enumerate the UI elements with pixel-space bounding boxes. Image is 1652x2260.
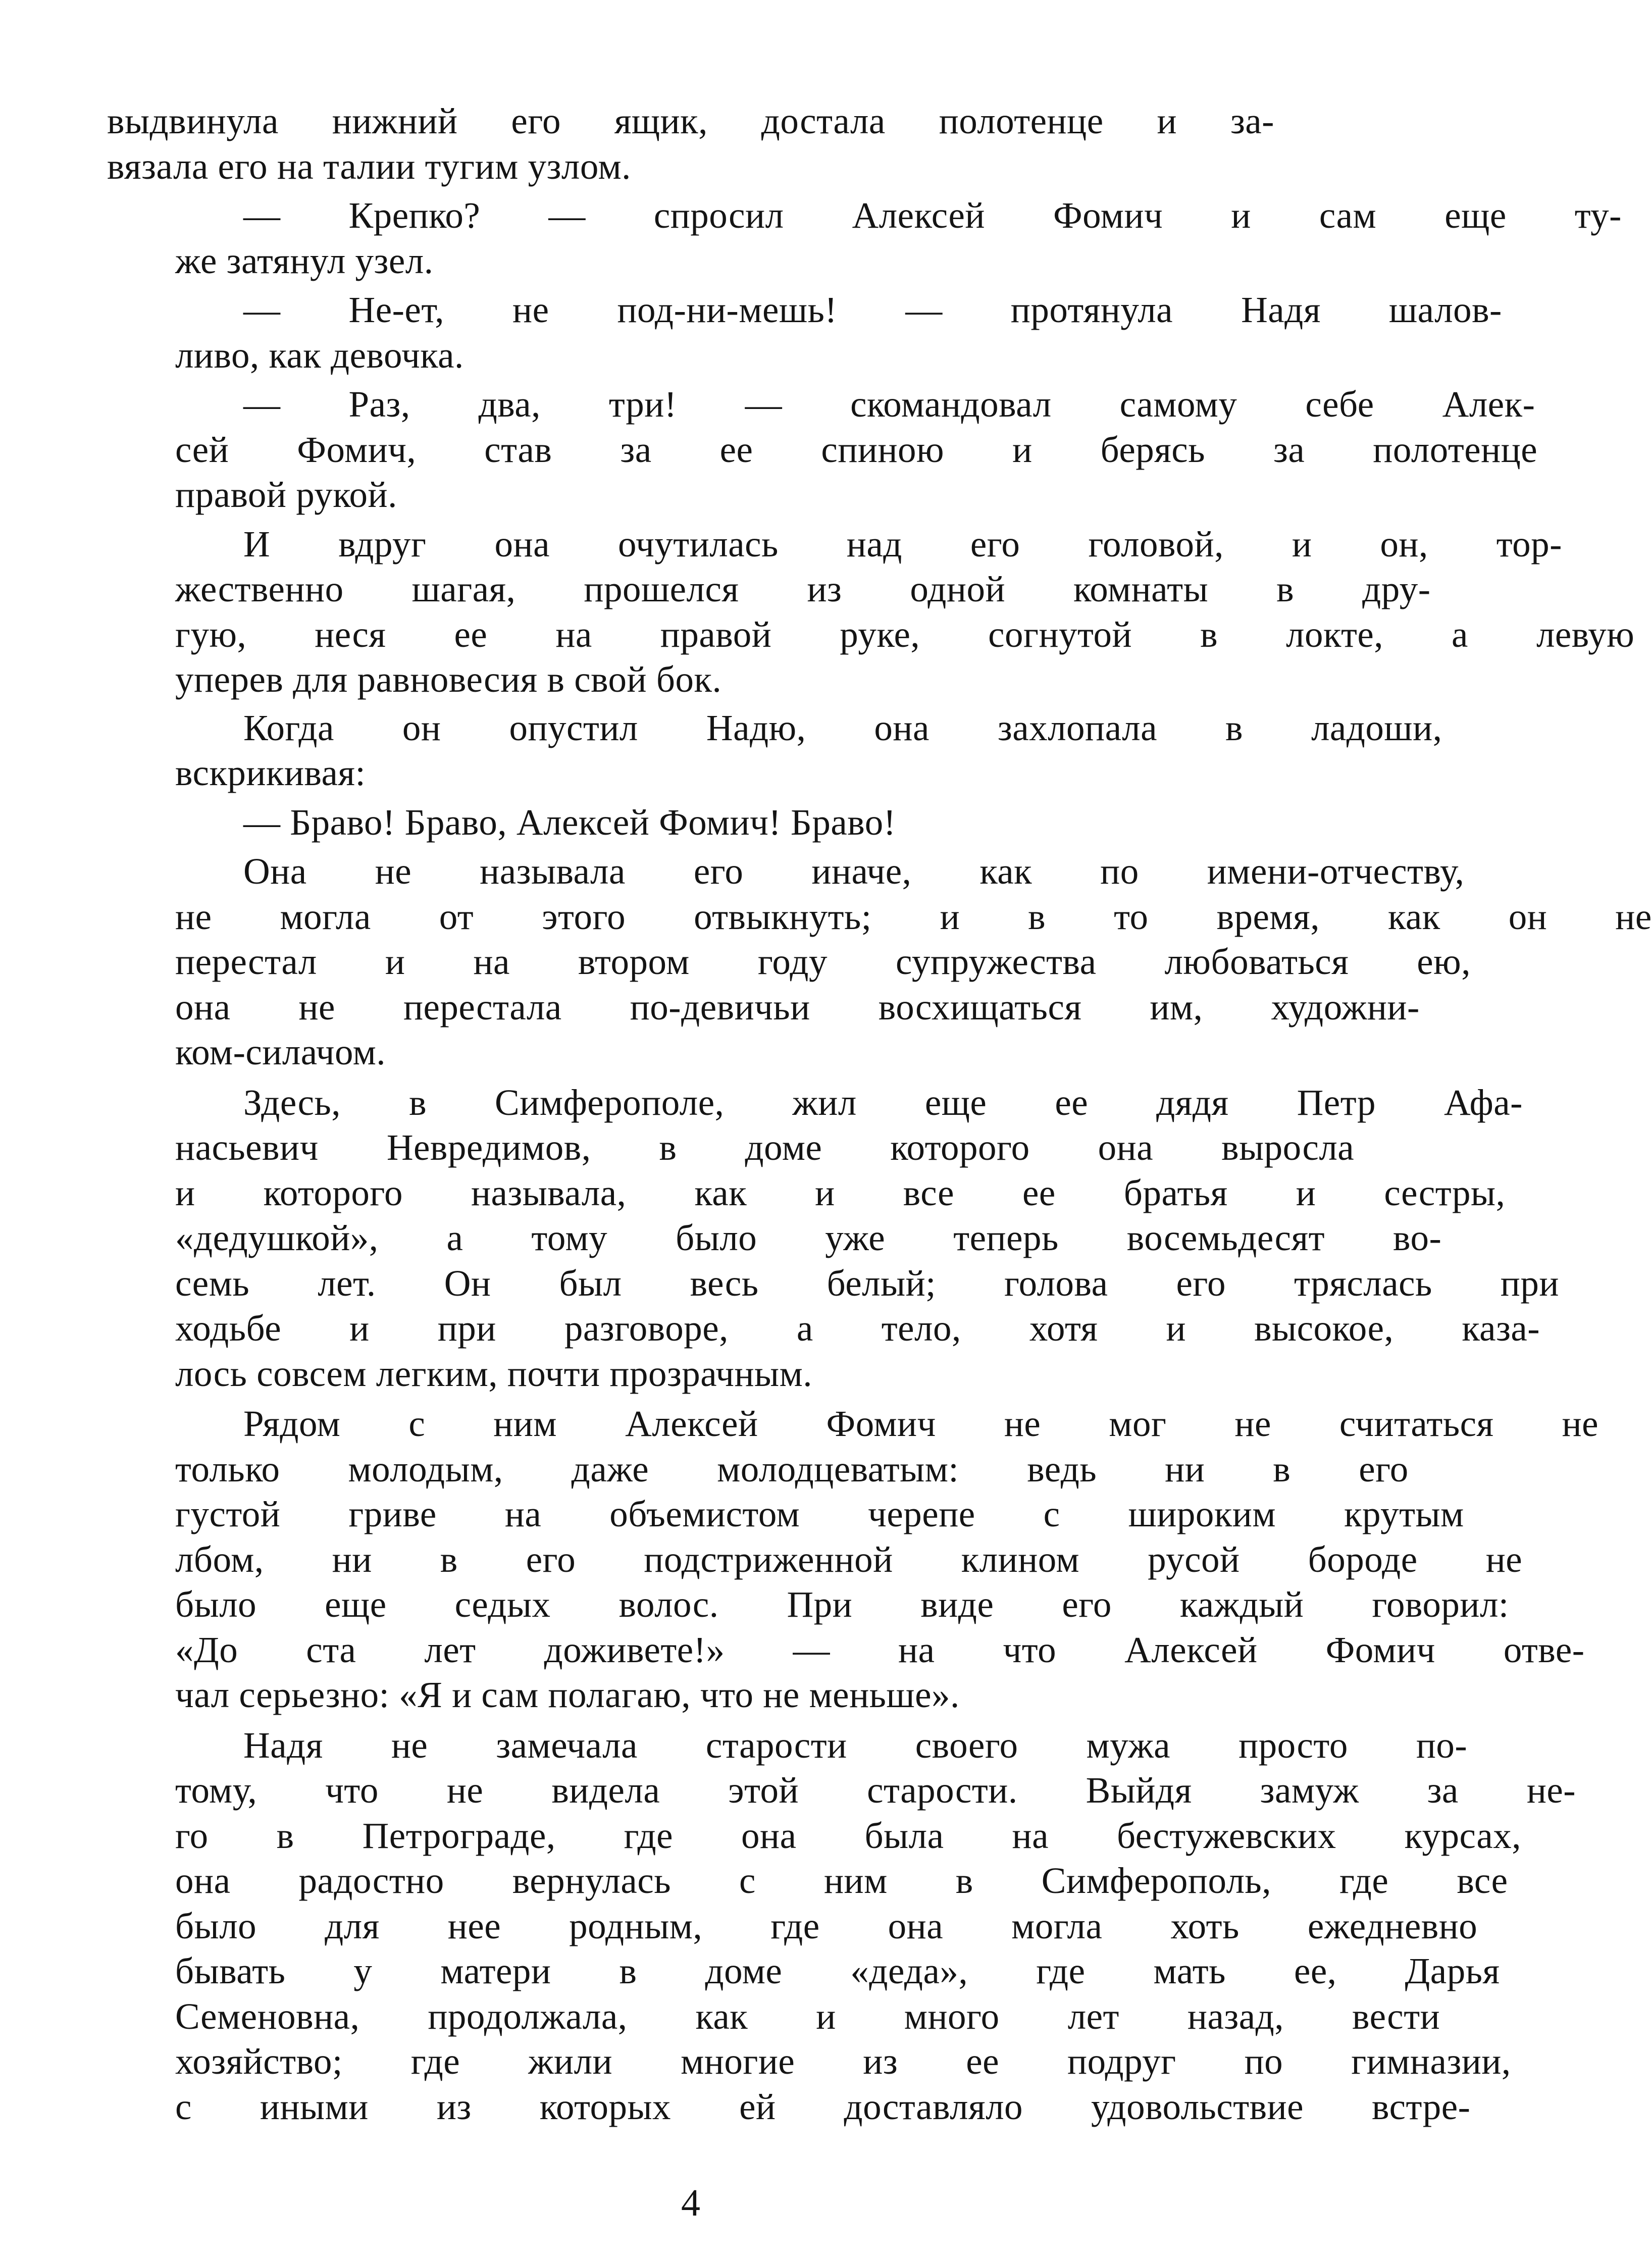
text-line: правой рукой. bbox=[175, 474, 397, 515]
text-line: чал серьезно: «Я и сам полагаю, что не меньше». bbox=[175, 1674, 960, 1715]
paragraph bbox=[107, 1080, 1559, 1397]
text-line: вязала его на талии тугим узлом. bbox=[107, 145, 631, 187]
text-line: — Не-ет, не под-ни-мешь! — протянула Надя шалов- bbox=[243, 289, 1502, 330]
text-line: И вдруг она очутилась над его головой, и он, тор- bbox=[243, 523, 1562, 564]
text-line: ходьбе и при разговоре, а тело, хотя и высокое, каза- bbox=[175, 1308, 1540, 1349]
text-line: Семеновна, продолжала, как и много лет назад, вести bbox=[175, 1995, 1440, 2037]
text-line: она радостно вернулась с ним в Симферополь, где все bbox=[175, 1860, 1508, 1901]
text-line: же затянул узел. bbox=[175, 240, 434, 281]
paragraph bbox=[107, 522, 1635, 702]
text-line: жественно шагая, прошелся из одной комнаты в дру- bbox=[175, 569, 1431, 609]
paragraph bbox=[107, 382, 1538, 518]
text-line: перестал и на втором году супружества любоваться ею, bbox=[175, 941, 1471, 982]
text-line: го в Петрограде, где она была на бестужевских курсах, bbox=[175, 1815, 1521, 1856]
paragraph bbox=[107, 193, 1622, 283]
text-line: ливо, как девочка. bbox=[175, 334, 464, 376]
text-line: бывать у матери в доме «деда», где мать ее, Дарья bbox=[175, 1950, 1500, 1991]
text-line: семь лет. Он был весь белый; голова его тряслась при bbox=[175, 1262, 1559, 1304]
text-line: уперев для равновесия в свой бок. bbox=[175, 659, 722, 700]
text-line: насьевич Невредимов, в доме которого она выросла bbox=[175, 1127, 1355, 1168]
text-line: только молодым, даже молодцеватым: ведь ни в его bbox=[175, 1448, 1409, 1489]
text-line: «дедушкой», а тому было уже теперь восемьдесят во- bbox=[175, 1217, 1442, 1258]
text-line: ком-силачом. bbox=[175, 1032, 386, 1072]
text-line: лось совсем легким, почти прозрачным. bbox=[175, 1353, 813, 1394]
text-line: с иными из которых ей доставляло удовольствие встре- bbox=[175, 2086, 1471, 2127]
paragraph bbox=[107, 98, 1274, 189]
text-line: Когда он опустил Надю, она захлопала в ладоши, bbox=[243, 707, 1442, 748]
page-number: 4 bbox=[681, 2182, 700, 2224]
paragraph bbox=[107, 849, 1652, 1075]
text-line: и которого называла, как и все ее братья и сестры, bbox=[175, 1172, 1506, 1213]
text-line: не могла от этого отвыкнуть; и в то время, как он не bbox=[175, 896, 1652, 937]
paragraph bbox=[107, 800, 1274, 845]
text-line: она не перестала по-девичьи восхищаться им, художни- bbox=[175, 986, 1420, 1028]
text-line: гую, неся ее на правой руке, согнутой в локте, а левую bbox=[175, 613, 1635, 655]
paragraph bbox=[107, 1723, 1576, 2130]
paragraph bbox=[107, 287, 1502, 378]
text-line: Рядом с ним Алексей Фомич не мог не считаться не bbox=[243, 1403, 1599, 1444]
text-line: — Браво! Браво, Алексей Фомич! Браво! bbox=[243, 801, 896, 843]
text-line: сей Фомич, став за ее спиною и берясь за полотенце bbox=[175, 429, 1538, 470]
text-line: «До ста лет доживете!» — на что Алексей Фомич отве- bbox=[175, 1629, 1585, 1670]
text-line: — Раз, два, три! — скомандовал самому себе Алек- bbox=[243, 384, 1535, 425]
text-line: выдвинула нижний его ящик, достала полотенце и за- bbox=[107, 100, 1274, 141]
page-body bbox=[107, 98, 1652, 2129]
text-line: Здесь, в Симферополе, жил еще ее дядя Петр Афа- bbox=[243, 1082, 1523, 1123]
text-line: — Крепко? — спросил Алексей Фомич и сам еще ту- bbox=[243, 195, 1622, 236]
text-line: вскрикивая: bbox=[175, 752, 366, 793]
text-line: густой гриве на объемистом черепе с широким крутым bbox=[175, 1494, 1464, 1534]
text-line: Надя не замечала старости своего мужа просто по- bbox=[243, 1724, 1468, 1766]
text-line: лбом, ни в его подстриженной клином русой бороде не bbox=[175, 1538, 1523, 1580]
paragraph bbox=[107, 1401, 1599, 1718]
text-line: тому, что не видела этой старости. Выйдя замуж за не- bbox=[175, 1770, 1576, 1811]
paragraph bbox=[107, 705, 1442, 796]
text-line: Она не называла его иначе, как по имени-отчеству, bbox=[243, 851, 1465, 892]
text-line: хозяйство; где жили многие из ее подруг по гимназии, bbox=[175, 2041, 1511, 2082]
text-line: было еще седых волос. При виде его каждый говорил: bbox=[175, 1584, 1509, 1625]
text-line: было для нее родным, где она могла хоть ежедневно bbox=[175, 1905, 1478, 1946]
